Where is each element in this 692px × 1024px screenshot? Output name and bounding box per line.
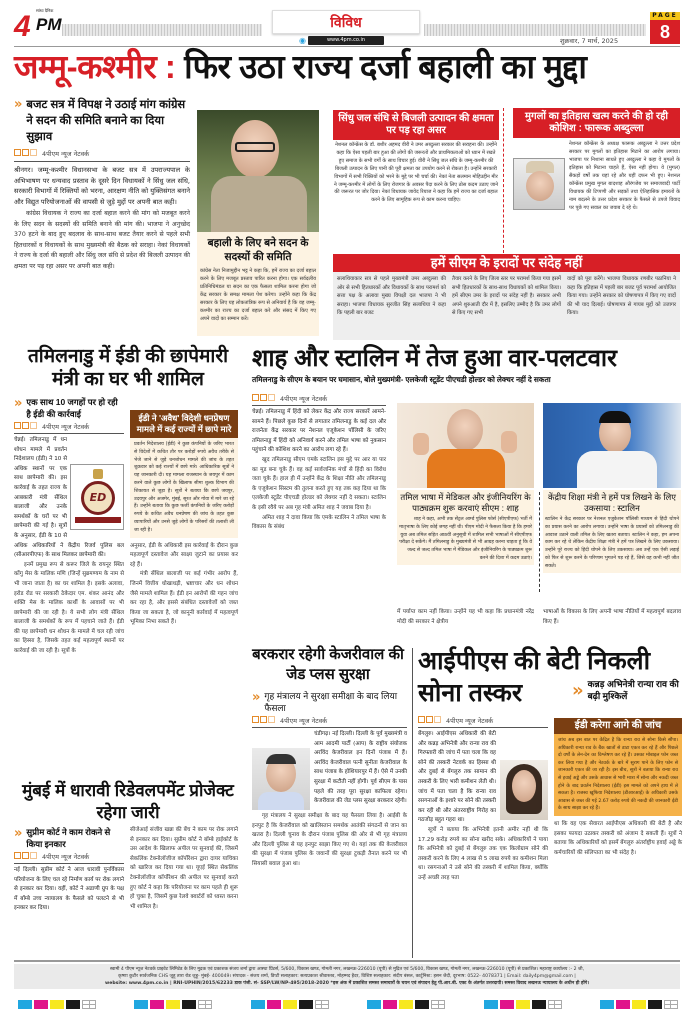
ranya-rao-photo [500, 760, 548, 820]
chevron-right-icon: » [14, 97, 23, 112]
header-stripe-left [62, 24, 262, 36]
stalin-caption [543, 490, 681, 573]
sindhu-box [333, 110, 499, 205]
farooq-box-title: मुगलों का इतिहास खत्म करने की हो रही कोशिश : फारूक अब्दुल्ला [513, 108, 680, 138]
byline-text: 4पीएम न्यूज नेटवर्क [42, 423, 90, 431]
lead-headline [14, 50, 684, 85]
face [512, 770, 536, 802]
tamilnadu-subhead-text: एक साथ 10 जगहों पर हो रही है ईडी की कार्रवाई [26, 397, 118, 419]
dharavi-headline: मुंबई में धारावी रिडेवलपमेंट प्रोजेक्ट रहेगा जारी [22, 781, 234, 822]
lead-subhead-text: बजट सत्र में विपक्ष ने उठाई मांग कांग्रेस ने सदन की समिति बनाने का दिया सुझाव [26, 99, 186, 143]
chevron-right-icon: » [572, 679, 584, 701]
registration-marks [18, 1000, 678, 1009]
cmyk-swatch [251, 1000, 329, 1009]
cm-intentions-columns [333, 272, 680, 321]
hand-left [413, 433, 429, 455]
byline-squares-icon [14, 149, 38, 158]
kejriwal-para-2: गृह मंत्रालय ने सुरक्षा समीक्षा के बाद यह फैसला लिया है। आईबी के इनपुट है कि केजरीवाल को खालिस्तान समर्थक आतंकी संगठनों से जान का खतरा है। दिल्ली चुनाव के दौरान पंजाब पुलिस की ओर से भी गृह मंत्रालय और दिल्ली पुलिस से यह इनपुट साझा किए गए थे। यहां तक की केजरीवाल की सुरक्षा में पंजाब पुलिस के जवानों की सुरक्षा टुकड़ी तैनात करने पर भी सियासी बवाल हुआ था। [252, 813, 407, 867]
byline-squares-icon [14, 852, 38, 861]
ed-seal [81, 481, 115, 515]
lead-para-2: कांग्रेस विधायक ने राज्य का दर्जा बहाल करने की मांग को मजबूत करने के लिए सदन के सदस्यों की समिति बनाने की मांग की। भाजपा ने अनुच्छेद 370 हटने के बाद हुए बदलाव के साथ-साथ बजट तैयार करने से पहले सभी हितधारकों व विधायकों के साथ मुख्यमंत्री की बैठक को सराहा। नेकां विधायकों ने राज्य के दर्जा की बहाली और सिंधु जल संधि से प्रदेश की बिजली उत्पादन की क्षमता पर पड़ रहा असर पर अपनी बात कही। [14, 210, 190, 270]
ashoka-emblem-icon [93, 469, 103, 479]
dharavi-para-1: नई दिल्ली। सुप्रीम कोर्ट ने आज धारावी पुनर्विकास परियोजना के लिए चल रहे निर्माण कार्य पर रोक लगाने से इनकार कर दिया। वहीं, कोर्ट ने अडाणी ग्रुप के पक्ष में बॉम्बे उच्च न्यायालय के फैसले को पलटने से भी इनकार कर दिया। [14, 867, 124, 912]
sindhu-box-body: नेशनल कॉन्फ्रेंस के डॉ. बशीर अहमद वीरी ने उमर अब्दुल्ला सरकार की सराहना की। उन्होंने कहा कि ऐसा पहली बार हुआ की लोगों की जरूरतों और प्राथमिकताओं को ध्यान में रखते हुए समाज के सभी वर्गों के साथ विचार हुई। वीरी ने सिंधु जल संधि के जम्मू-कश्मीर की बिजली उत्पादन के लिए पानी की पूरी क्षमता का उपयोग करने से रोकता है। उन्होंने सरकारी विभागों में सभी रिक्तियों को भरने के मुद्दे पर भी चर्चा की। नेकां नेता सलमान मोहिउद्दीन मीर ने जम्मू-कश्मीर में लोगों के लिए रोजगार के अवसर पैदा करने के लिए ठोस कदम उठाए जाने की जरूरत पर जोर दिया। नेकां विधायक जावेद रियाज ने कहा कि हमें राज्य का दर्जा बहाल करने के लिए सामूहिक रूप से काम करना चाहिए। [334, 142, 498, 204]
cmyk-swatch [484, 1000, 562, 1009]
divider [14, 863, 124, 864]
imprint-line-3: website: www.4pm.co.in | RNI-UPHIN/2015/62233 डाक पंजी. सं- SSP/LW/NP-495/2018-2020 *इस अंक में प्रकाशित समस्त समाचारों के चयन एवं संपादन हेतु पी.आर.बी. एक्ट के अंतर्गत उत्तरदायी। समस्त विवाद लखनऊ न्यायालय के अधीन ही होंगे। [104, 981, 589, 986]
logo-letters: PM [36, 15, 62, 34]
orange-vest [427, 449, 505, 488]
footer-rule [14, 960, 680, 962]
ips-para-2: सूत्रों ने बताया कि अभिनेत्री इतनी अमीर नहीं थी कि 17.29 करोड़ रुपये का सोना खरीद सके। अधिकारियों ने पाया कि अभिनेत्री को दुबई से बेंगलुरु तक एक किलोग्राम सोने की तस्करी करने के लिए 4 लाख से 5 लाख रुपये का कमीशन मिला था। रसगनाओं ने उसे सोने की तस्करी में शामिल किया, क्योंकि उन्हें अच्छी तरह पता [418, 826, 548, 881]
shah-stalin-subhead: तमिलनाडु के सीएम के बयान पर घमासान, बोले मुख्यमंत्री- एलकेजी स्टूडेंट पीएचडी होल्डर को लेक्चर नहीं दे सकता [252, 375, 551, 384]
hand-right [501, 431, 517, 453]
shirt [258, 792, 304, 810]
imprint-line-2: कृष्णा कुटीर सार्वजनिक CHS जुहू तारा रोड जुहू- मुंबई- 400049। संपादक - संजय शर्मा, डिप्टी सलाहकार: सत्यप्रकाश श्रीवास्तव, मोहम्मद हैदर, विशिष्ट सलाहकार: संदीप बंसल, कार्टूनिस्ट: हसन जैदी, दूरभाष: 0522- 4078371 | Email: daily4pm@gmail.com | [118, 974, 576, 979]
byline [14, 149, 190, 158]
byline-text: 4पीएम न्यूज नेटवर्क [280, 717, 328, 725]
lead-headline-black: फिर उठा राज्य दर्जा बहाली का मुद्दा [184, 48, 587, 85]
lead-story [14, 97, 190, 272]
omar-caption-body: कांग्रेस नेता निजामुद्दीन भट्ट ने कहा कि, हमें राज्य का दर्जा बहाल करने के लिए मजबूत प्रस्ताव पारित करना होगा। एक सर्वदलीय प्रतिनिधिमंडल या सदन का एक फैसला शामिल करना होगा जो केंद्र सरकार के समक्ष मामला पेश करेगा। उन्होंने कहा कि केंद्र सरकार के लिए यह लोकतांत्रिक रूप से अनिवार्य है कि वह जम्मू-कश्मीर का राज्य का दर्जा बहाल करे और संसद में किए गए अपने वादों का सम्मान करें। [200, 268, 316, 322]
shah-caption-title: तमिल भाषा में मेडिकल और इंजीनियरिंग के पाठ्यक्रम शुरू करवाएं सीएम : शाह [400, 492, 531, 513]
tamilnadu-right-column [130, 410, 238, 628]
date: शुक्रवार, 7 मार्च, 2025 [560, 37, 619, 45]
byline [252, 394, 386, 403]
chevron-right-icon: » [14, 396, 23, 411]
tamilnadu-para-2: इनमें प्रमुख रूप से करूर जिले के रायनूर स्थित कोंगु मेस के मालिक मणि (जिन्हें सुब्रमण्यम के नाम से भी जाना जाता है) का घर शामिल है। इसके अलावा, इरोड रोड पर सरकारी ठेकेदार एम. शंकर आनंद और शक्ति मेस के मालिक कार्थी के आवासों पर भी छापेमारी की जा रही है। ये सभी लोग मंत्री सेंथिल बालाजी के समर्थकों के रूप में पहचाने जाते हैं। ईडी की यह छापेमारी धन शोधन के मामले में चल रही जांच का हिस्सा है, जिसके तहत कई महत्वपूर्ण स्थानों पर कार्रवाई की जा रही है। सूत्रों के [14, 561, 124, 655]
chevron-right-icon: » [252, 690, 261, 705]
header-stripe-right [424, 24, 646, 36]
byline [252, 716, 407, 725]
ips-para-1: बेंगलुरु। आईपीएस अधिकारी की बेटी और कन्नड़ अभिनेत्री और रान्या राव की गिरफ्तारी की जांच में पता चला कि वह सोने की तस्करी नेटवर्क का हिस्सा थी और दुबई से बेंगलुरु तक सामान की तस्करी के लिए भारी कमीशन लेती थी। जांच में पता चला है कि रान्या राव रसगनाओं के इशारे पर सोने की तस्करी कर रही थी और अंतरराष्ट्रीय गिरोह का गठजोड़ बहुत गहरा था। [418, 731, 496, 824]
ed-remittance-body: प्रवर्तन निदेशालय (ईडी) ने कुछ कंपनियों के जरिए भारत से विदेशों में कथित तौर पर करोड़ों रुपये अवैध तरीके से भेजे जाने से जुड़े धनशोधन मामले की जांच के तहत शुक्रवार को कई राज्यों में छापे मारे। आधिकारिक सूत्रों ने यह जानकारी दी। यह मामला राजस्थान के जयपुर में काम करने वाले कुछ लोगों के खिलाफ सीमा शुल्क विभाग की शिकायत से जुड़ा है। सूत्रों ने बताया कि छापे जयपुर, उदयपुर और अजमेर, मुंबई, सूरत और गोवा में मारे जा रहे हैं। उन्होंने बताया कि कुछ फर्जी कंपनियों के जरिए करोड़ों रुपये के कथित अवैध धनप्रेषण की जांच के तहत कुछ व्यापारियों और उनसे जुड़े लोगों के परिसरों की तलाशी ली जा रही है। [134, 442, 234, 533]
ed-probe-body: जांच अब इस बात पर केंद्रित है कि रान्या राव से सोना किसे सौंपा। अधिकारी रान्या राव के बैंक खातों से डाटा एकत्र कर रहे हैं और पिछले दो वर्षों के लेन-देन का विश्लेषण कर रहे हैं। उसका मोबाइल फोन जब्त कर लिया गया है और नेटवर्क के बारे में सुराग पाने के लिए फोन से जानकारी एकत्र की जा रही है। इस बीच, सूत्रों ने बताया कि रान्या राव से हवाई अड्डे और उसके आवास से भारी मात्रा में सोना और नकदी जब्त होने के बाद प्रवर्तन निदेशालय (ईडी) इस मामले को अपने हाथ में ले सकता है। राजस्व खुफिया निदेशालय (डीआरआई) के अधिकारी उसके आवास से जब्त की गई 2.67 करोड़ रुपये की नकदी की जानकारी ईडी के साथ साझा कर रहे हैं। [558, 738, 678, 812]
hair [266, 754, 296, 764]
cmyk-swatch [18, 1000, 96, 1009]
kejriwal-photo [252, 748, 310, 810]
imprint [14, 964, 680, 989]
ed-remittance-box [130, 410, 238, 538]
stalin-photo [543, 403, 681, 488]
kejriwal-headline: बरकरार रहेगी केजरीवाल की जेड प्लस सुरक्षा [252, 646, 404, 683]
logo-tagline: सांध्य दैनिक [36, 8, 54, 13]
ed-seal-text: ED [89, 491, 107, 504]
ips-right-column [554, 718, 682, 858]
shah-stalin-headline: शाह और स्टालिन में तेज हुआ वार-पलटवार [252, 345, 617, 372]
glasses [235, 142, 275, 152]
farooq-box [513, 108, 680, 212]
tamilnadu-para-4: मंत्री सेंथिल बालाजी पर कई गंभीर आरोप हैं, जिनमें वित्तीय धोखाधड़ी, भ्रष्टाचार और धन शोधन जैसे मामले शामिल हैं। ईडी इन आरोपों की गहन जांच कर रहा है, और इससे संबंधित दस्तावेजों को जब्त किया जा सकता है, जो कानूनी कार्रवाई में महत्वपूर्ण भूमिका निभा सकते हैं। [130, 571, 238, 626]
ips-para-3: था कि वह एक सेवारत आईपीएस अधिकारी की बेटी है और इसका फायदा उठाकर तस्करी को अंजाम दे सकती हैं। सूत्रों ने बताया कि अधिकारियों को इसमें बेंगलुरु अंतर्राष्ट्रीय हवाई अड्डे के कर्मचारियों की संलिप्तता का भी संदेह है। [554, 820, 682, 856]
byline-text: 4पीएम न्यूज नेटवर्क [42, 150, 90, 158]
lead-para-1: श्रीनगर। जम्मू-कश्मीर विधानसभा के बजट सत्र में उपराज्यपाल के अभिभाषण पर धन्यवाद प्रस्ताव के दूसरे दिन विधायकों ने सिंधु जल संधि, सरकारी विभागों में रिक्तियों को भरना, आरक्षण नीति को युक्तिसंगत बनाने और विद्युत परियोजनाओं की वापसी से जुड़े मुद्दों पर अपनी बात कही। [14, 166, 190, 206]
kejriwal-story [252, 690, 407, 870]
column-divider-dashed [503, 108, 504, 253]
shah-stalin-para-5: भाषाओं के विकास के लिए अपनी भाषा नीतियों में महत्वपूर्ण बदलाव किए हैं। [543, 609, 681, 625]
divider [252, 727, 407, 728]
white-shirt [577, 451, 657, 488]
logo-number: 4 [14, 10, 29, 43]
tamilnadu-subhead [14, 396, 124, 420]
ips-subhead [572, 678, 684, 702]
omar-abdullah-photo [197, 110, 319, 232]
column-divider-dashed [539, 492, 540, 592]
cm-intentions-title: हमें सीएम के इरादों पर संदेह नहीं [333, 254, 680, 272]
ribbon [75, 517, 121, 523]
stalin-caption-body: स्टालिन ने केंद्र सरकार पर नेशनल एजुकेशन पॉलिसी माध्यम से हिंदी थोपने का प्रयास करने का आरोप लगाया। उन्होंने भाषा के प्रयासों को तमिलनाडु की आवाज उठाने वाली तमिल के लिए खतरा बताया। स्टालिन ने कहा, हम अपना काम कर रहे थे लेकिन केंद्रीय शिक्षा मंत्री ने हमें पत्र लिखने के लिए उकसाया। उन्होंने पूरे राज्य को हिंदी थोपने के लिए उकसाया। अब उन्हें एक ऐसी लड़ाई को फिर से शुरू करने के परिणाम भुगतने पड़ रहे हैं, जिसे वह कभी नहीं जीत सकते। [545, 517, 679, 569]
column-divider [412, 648, 413, 958]
shah-caption [397, 490, 534, 565]
kejriwal-subhead [252, 690, 407, 714]
ips-headline: आईपीएस की बेटी निकली सोना तस्कर [418, 647, 651, 707]
tamilnadu-para-1: चेन्नई। तमिलनाडु में धन शोधन मामले में प्रवर्तन निदेशालय (ईडी) ने 10 से अधिक स्थानों पर एक साथ छापेमारी की। इस कार्रवाई के तहत राज्य के आबकारी मंत्री सेंथिल बालाजी और उनके समर्थकों के घरों पर भी छापेमारी की गई है। सूत्रों के अनुसार, ईडी के 10 से अधिक अधिकारियों ने केंद्रीय रिजर्व पुलिस बल (सीआरपीएफ) के साथ मिलकर छापेमारी की। [14, 437, 124, 559]
face [447, 409, 483, 451]
byline-squares-icon [14, 422, 38, 431]
ips-story [418, 716, 548, 884]
hair [599, 411, 631, 423]
masthead-rule [14, 46, 680, 47]
ed-probe-box [554, 718, 682, 816]
amit-shah-photo [397, 403, 534, 488]
farooq-box-body: नेशनल कॉन्फ्रेंस के अध्यक्ष फारूक अब्दुल्ला ने उत्तर प्रदेश सरकार पर मुगलों का इतिहास मिटाने का आरोप लगाया। भाजपा पर निशाना साधते हुए अब्दुल्ला ने कहा वे मुगलों के इतिहास को मिटाना चाहते हैं, ऐसा नहीं होगा। वे (मुगल) सैकड़ों वर्षों तक यहां रहे और यहीं दफन भी हुए। नेशनल कॉन्फ्रेंस प्रमुख मुगल बादशाह औरंगजेब पर समाजवादी पार्टी विधायक की टिप्पणी और सड़कों तथा ऐतिहासिक इमारतों के नाम बदलने के उत्तर प्रदेश सरकार के फैसले से उपजे विवाद पर पूछे गए सवाल का जवाब दे रहे थे। [569, 141, 680, 211]
divider [14, 161, 190, 162]
website-badge[interactable] [299, 36, 384, 45]
lead-subhead [14, 97, 190, 145]
section-tab [272, 10, 420, 34]
shah-stalin-para-1: चेन्नई। तमिलनाडु में हिंदी को लेकर केंद्र और राज्य सरकारें आमने-सामने हैं। पिछले कुछ दिनों से लगातार तमिलनाडु के कई दल और राजनेता केंद्र सरकार पर नेशनल एजूकेशन पॉलिसी के जरिए तमिलनाडु में हिंदी को अनिवार्य करने और तमिल भाषा को नुकसान पहुंचाने की कोशिश करने का आरोप लगा रहे हैं। [252, 409, 386, 454]
ed-remittance-title: ईडी ने 'अवैध' विदेशी धनप्रेषण मामले में कई राज्यों में छापे मारे [130, 410, 238, 438]
shah-stalin-para-4: में पर्याप्त काम नहीं किया। उन्होंने यह भी कहा कि प्रधानमंत्री नरेंद्र मोदी की सरकार ने क्षेत्रीय [397, 609, 534, 625]
byline [14, 852, 124, 861]
face [526, 171, 554, 201]
cmyk-swatch [134, 1000, 212, 1009]
masthead [0, 0, 692, 48]
sindhu-box-title: सिंधु जल संधि से बिजली उत्पादन की क्षमता पर पड़ रहा असर [333, 110, 499, 140]
byline-text: 4पीएम न्यूज नेटवर्क [446, 717, 494, 725]
dharavi-para-2: सीजेआई संजीव खन्ना की बेंच ने काम पर रोक लगाने से इनकार कर दिया। सुप्रीम कोर्ट ने बॉम्बे हाईकोर्ट के उस आदेश के खिलाफ अपील पर सुनवाई की, जिसमें सेकलिंक टेक्नोलॉजीज कॉर्पोरेशन द्वारा दायर याचिका को खारिज कर दिया गया था। यूएई स्थित सेकलिंक टेक्नोलॉजीज कॉर्पोरेशन की अपील पर सुनवाई करते हुए कोर्ट ने कहा कि परियोजना पर काम पहले ही शुरू हो चुका है, जिसमें कुछ रेलवे क्वार्टरों को ध्वस्त करना भी शामिल है। [130, 827, 238, 910]
byline-squares-icon [252, 394, 276, 403]
kejriwal-para-1: चंडीगढ़। नई दिल्ली। दिल्ली के पूर्व मुख्यमंत्री व आम आदमी पार्टी (आप) के राष्ट्रीय संयोजक अरविंद केजरीवाल इन दिनों पंजाब में हैं। अरविंद केजरीवाल पत्नी सुनीता केजरीवाल के साथ पंजाब के होशियारपुर में हैं। ऐसे में उनकी सुरक्षा में कटौती नहीं होगी। पूर्व सीएम के पास पहले की तरह पूरा सुरक्षा काफिला रहेगा। केजरीवाल की जेड प्लस सुरक्षा बरकरार रहेगी। [314, 731, 407, 805]
cm-intentions-col-1: सलाथियाकार सत्र से पहले मुख्यमंत्री उमर अब्दुल्ला की ओर से सभी हितधारकों और विधायकों के साथ परामर्श को सत्ता पक्ष के अलावा मुख्य विपक्षी दल भाजपा ने भी सराहा। भाजपा विधायक सुरजीत सिंह सलाथिया ने कहा कि पहली बार बजट [337, 276, 446, 316]
cmyk-swatch [367, 1000, 445, 1009]
divider [418, 727, 548, 728]
byline [14, 422, 124, 431]
divider [14, 433, 124, 434]
chevron-right-icon: » [14, 826, 23, 841]
cmyk-swatch [600, 1000, 678, 1009]
cm-intentions-box [333, 254, 680, 340]
omar-caption-title: बहाली के लिए बने सदन के सदस्यों की समिति [207, 237, 309, 263]
byline-text: 4पीएम न्यूज नेटवर्क [42, 853, 90, 861]
website-url: www.4pm.co.in [326, 37, 366, 43]
tamilnadu-para-3: अनुसार, ईडी के अधिकारी इस कार्रवाई के दौरान कुछ महत्वपूर्ण दस्तावेज और साक्ष्य जुटाने का प्रयास कर रहे हैं। [130, 542, 238, 568]
globe-icon: ◉ [299, 36, 306, 45]
shah-caption-body: शाह ने कहा, अभी तक सेंट्रल आर्म्ड पुलिस फोर्स (सीएपीएफ) भर्ती में मातृभाषा के लिए कोई जगह नहीं थी। पीएम मोदी ने फैसला किया है कि हमारे युवा अब तमिल सहित आठवीं अनुसूची में शामिल सभी भाषाओं में सीएपीएफ परीक्षा दे सकेंगे। मैं तमिलनाडु के मुख्यमंत्री से भी आग्रह करना चाहता हूं कि वे जल्द से जल्द तमिल भाषा में मेडिकल और इंजीनियरिंग के पाठ्यक्रम शुरू करने की दिशा में कदम उठाएं। [399, 517, 532, 561]
page-label: PAGE [650, 12, 680, 20]
page-number: 8 [650, 20, 680, 44]
tamilnadu-story [14, 396, 124, 657]
section-title: विविध [330, 14, 362, 30]
stalin-caption-title: केंद्रीय शिक्षा मंत्री ने हमें पत्र लिखने के लिए उकसाया : स्टालिन [548, 492, 676, 513]
dharavi-subhead-text: सुप्रीम कोर्ट ने काम रोकने से किया इनकार [26, 827, 111, 849]
byline-text: 4पीएम न्यूज नेटवर्क [280, 395, 328, 403]
imprint-line-1: स्वामी 4 पीएम न्यूज नेटवर्क प्राइवेट लिमिटेड के लिए मुद्रक एवं प्रकाशक संजय शर्मा द्वारा आस्था प्रिंटर्स, 5/600, विकास खण्ड, गोमती नगर, लखनऊ-226010 (यूपी) से मुद्रित एवं 5/600, विकास खण्ड, गोमती नगर, लखनऊ-226010 (यूपी) से प्रकाशित। महाराष्ट्र कार्यालय :- 2 जी, [109, 967, 585, 972]
shah-stalin-story [252, 394, 386, 533]
byline-squares-icon [418, 716, 442, 725]
dharavi-subhead [14, 826, 124, 850]
ips-subhead-text: कन्नड़ अभिनेत्री रान्या राव की बढ़ी मुश्किलें [587, 679, 679, 701]
shah-stalin-para-2: खुद तमिलनाडु सीएम एमके स्टालिन इस मुद्दे पर आर या पार का मूड बना चुके हैं। वह कई सार्वजनिक मंचों से हिंदी का विरोध जता चुके हैं। हाल ही में उन्होंने केंद्र के शिक्षा नीति और तमिलनाडु के एजुकेशन सिस्टम की तुलना करते हुए यह तक कह दिया था कि एलकेजी स्टूडेंट पीएचडी होल्डर को लेक्चर नहीं दे सकता। स्टालिन के इसी रवैये पर अब गृह मंत्री अमित शाह ने जवाब दिया है। [252, 456, 386, 511]
byline [418, 716, 548, 725]
tamilnadu-headline: तमिलनाडु में ईडी की छापेमारी मंत्री का घर भी शामिल [27, 346, 229, 390]
dharavi-story [14, 826, 124, 914]
shah-stalin-para-3: अमित शाह ने दावा किया कि एमके स्टालिन ने तमिल भाषा के विकास के संबंध [252, 514, 386, 531]
farooq-photo [513, 158, 565, 210]
cm-intentions-col-2: तैयार करने के लिए जिला स्तर पर परामर्श किया गया इसमें सभी हितधारकों के साथ-साथ विधायकों को शामिल किया। हमें सीएम उमर के इरादों पर संदेह नहीं है। सरकार अभी अपने शुरुआती दौर में है, इसलिए उम्मीद है कि उमर लोगों से किए गए सभी [452, 276, 561, 316]
vest [211, 176, 307, 232]
byline-squares-icon [252, 716, 276, 725]
cm-intentions-col-3: वादों को पूरा करेंगे। भाजपा विधायक रणबीर पठानिया ने कहा कि इतिहास में पहली बार बजट पूर्व परामर्श आयोजित किया गया। उन्होंने सरकार को घोषणापत्र में किए गए वादों की भी याद दिलाई। घोषणापत्र से गायब मुद्दों को उजागर किया। [567, 276, 676, 316]
ed-emblem [70, 464, 124, 530]
lead-headline-red: जम्मू-कश्मीर : [14, 48, 176, 85]
kejriwal-subhead-text: गृह मंत्रालय ने सुरक्षा समीक्षा के बाद लिया फैसला [264, 691, 398, 713]
omar-caption-box [197, 232, 319, 336]
ed-probe-title: ईडी करेगा आगे की जांच [554, 718, 682, 734]
divider [252, 405, 386, 406]
